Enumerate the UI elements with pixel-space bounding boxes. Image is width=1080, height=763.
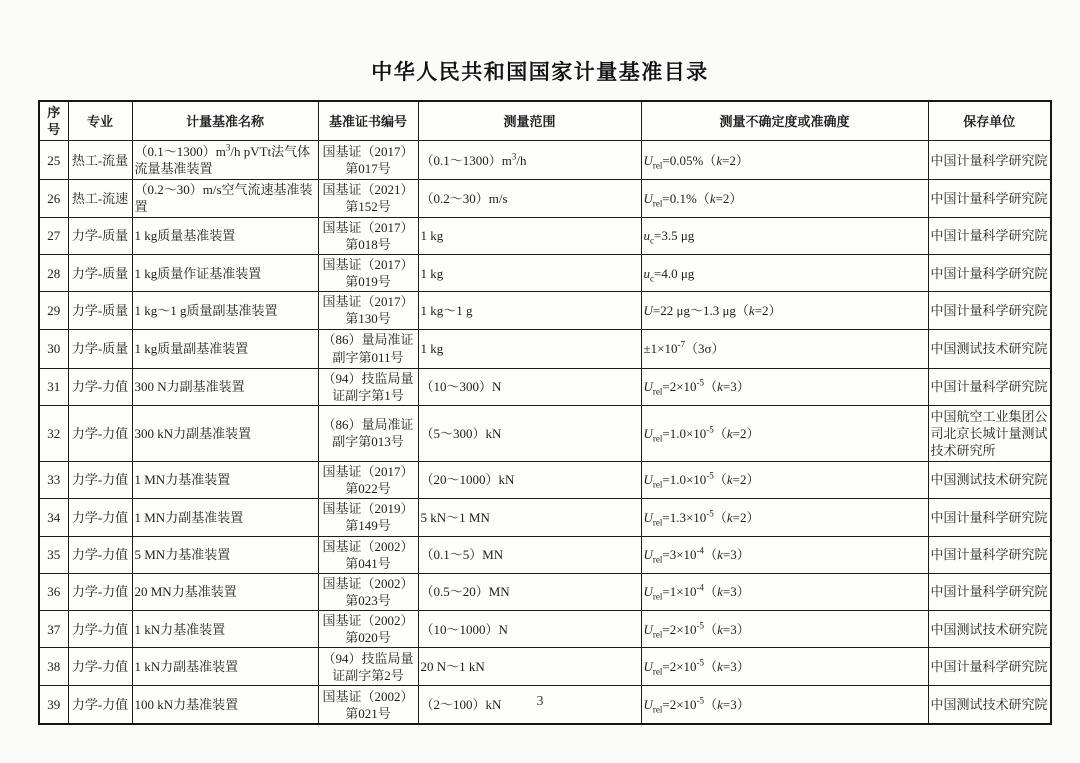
uncertainty-cell: $U_{rel}=3\times 10^{-4}(k=3)$ <box>641 536 928 573</box>
uncertainty-cell: $U_{rel}=1\times 10^{-4}(k=3)$ <box>641 573 928 610</box>
certificate-number-cell: 国基证（2019）第149号 <box>318 499 418 536</box>
specialty-cell: 力学-力值 <box>68 686 132 724</box>
table-row <box>39 141 1051 180</box>
row-number-cell: 28 <box>39 254 68 291</box>
page-title: 中华人民共和国国家计量基准目录 <box>371 61 709 84</box>
uncertainty-cell: $U_{rel}=1.0\times 10^{-5}(k=2)$ <box>641 405 928 461</box>
table-row <box>39 611 1051 648</box>
specialty-cell: 力学-力值 <box>68 536 132 573</box>
row-number-cell: 37 <box>39 611 68 648</box>
keeper-cell: 中国计量科学研究院 <box>928 180 1051 217</box>
row-number-cell: 31 <box>39 368 68 405</box>
specialty-cell: 力学-质量 <box>68 292 132 329</box>
standard-name-cell: $(0.1\sim 1300)m^3/h$ pVTt法气体流量基准装置 <box>132 141 318 180</box>
row-number-cell: 32 <box>39 405 68 461</box>
specialty-cell: 热工-流量 <box>68 141 132 180</box>
keeper-cell: 中国计量科学研究院 <box>928 499 1051 536</box>
keeper-cell: 中国航空工业集团公司北京长城计量测试技术研究所 <box>928 405 1051 461</box>
certificate-number-cell: （94）技监局量证副字第2号 <box>318 648 418 686</box>
uncertainty-cell: $U_{rel}=1.0\times 10^{-5}(k=2)$ <box>641 461 928 498</box>
measurement-range-cell: （2～100）kN <box>418 686 641 724</box>
keeper-cell: 中国测试技术研究院 <box>928 686 1051 724</box>
standard-name-cell: 1 kN力副基准装置 <box>132 648 318 686</box>
table-row <box>39 217 1051 254</box>
certificate-number-cell: （86）量局准证副字第011号 <box>318 329 418 368</box>
specialty-cell: 力学-力值 <box>68 611 132 648</box>
certificate-number-cell: 国基证（2002）第023号 <box>318 573 418 610</box>
keeper-cell: 中国计量科学研究院 <box>928 573 1051 610</box>
header-certificate-number: 基准证书编号 <box>318 101 418 141</box>
specialty-cell: 力学-力值 <box>68 648 132 686</box>
measurement-range-cell: （0.1～5）MN <box>418 536 641 573</box>
keeper-cell: 中国计量科学研究院 <box>928 254 1051 291</box>
certificate-number-cell: 国基证（2002）第041号 <box>318 536 418 573</box>
specialty-cell: 力学-质量 <box>68 217 132 254</box>
standard-name-cell: 1 kg质量基准装置 <box>132 217 318 254</box>
measurement-range-cell: 1 kg <box>418 254 641 291</box>
standard-name-cell: 1 MN力副基准装置 <box>132 499 318 536</box>
header-specialty: 专业 <box>68 101 132 141</box>
measurement-range-cell: 1 kg <box>418 329 641 368</box>
row-number-cell: 34 <box>39 499 68 536</box>
row-number-cell: 29 <box>39 292 68 329</box>
keeper-cell: 中国测试技术研究院 <box>928 611 1051 648</box>
measurement-range-cell: $(0.1\sim 1300)m^3/h$ <box>418 141 641 180</box>
standard-name-cell: 300 kN力副基准装置 <box>132 405 318 461</box>
row-number-cell: 39 <box>39 686 68 724</box>
standard-name-cell: 1 kg质量副基准装置 <box>132 329 318 368</box>
header-no: 序号 <box>39 101 68 141</box>
measurement-range-cell: 5 kN～1 MN <box>418 499 641 536</box>
keeper-cell: 中国计量科学研究院 <box>928 217 1051 254</box>
specialty-cell: 力学-力值 <box>68 405 132 461</box>
certificate-number-cell: 国基证（2017）第019号 <box>318 254 418 291</box>
certificate-number-cell: 国基证（2021）第152号 <box>318 180 418 217</box>
keeper-cell: 中国计量科学研究院 <box>928 368 1051 405</box>
keeper-cell: 中国测试技术研究院 <box>928 461 1051 498</box>
header-row <box>39 101 1051 141</box>
standard-name-cell: （0.2～30）m/s空气流速基准装置 <box>132 180 318 217</box>
table-row <box>39 573 1051 610</box>
header-measurement-range: 测量范围 <box>418 101 641 141</box>
uncertainty-cell: $U_{rel}=1.3\times 10^{-5}(k=2)$ <box>641 499 928 536</box>
table-row <box>39 499 1051 536</box>
uncertainty-cell: $U_{rel}=2\times 10^{-5}(k=3)$ <box>641 368 928 405</box>
table-body <box>39 141 1051 724</box>
uncertainty-cell: $u_c=4.0$ μg <box>641 254 928 291</box>
table-row <box>39 329 1051 368</box>
standard-name-cell: 300 N力副基准装置 <box>132 368 318 405</box>
standard-name-cell: 1 kN力基准装置 <box>132 611 318 648</box>
measurement-range-cell: （5～300）kN <box>418 405 641 461</box>
certificate-number-cell: 国基证（2017）第130号 <box>318 292 418 329</box>
header-standard-name: 计量基准名称 <box>132 101 318 141</box>
table-row <box>39 461 1051 498</box>
row-number-cell: 25 <box>39 141 68 180</box>
keeper-cell: 中国计量科学研究院 <box>928 292 1051 329</box>
specialty-cell: 力学-质量 <box>68 329 132 368</box>
table-row <box>39 648 1051 686</box>
certificate-number-cell: 国基证（2017）第017号 <box>318 141 418 180</box>
specialty-cell: 力学-力值 <box>68 499 132 536</box>
standard-name-cell: 1 kg～1 g质量副基准装置 <box>132 292 318 329</box>
table-row <box>39 292 1051 329</box>
table-row <box>39 254 1051 291</box>
keeper-cell: 中国测试技术研究院 <box>928 329 1051 368</box>
keeper-cell: 中国计量科学研究院 <box>928 536 1051 573</box>
measurement-range-cell: （20～1000）kN <box>418 461 641 498</box>
specialty-cell: 力学-力值 <box>68 461 132 498</box>
standard-name-cell: 1 MN力基准装置 <box>132 461 318 498</box>
uncertainty-cell: U=22 μg～1.3 μg（k=2） <box>641 292 928 329</box>
certificate-number-cell: 国基证（2017）第022号 <box>318 461 418 498</box>
measurement-range-cell: 1 kg～1 g <box>418 292 641 329</box>
row-number-cell: 30 <box>39 329 68 368</box>
standard-name-cell: 5 MN力基准装置 <box>132 536 318 573</box>
row-number-cell: 27 <box>39 217 68 254</box>
standards-table <box>38 100 1052 725</box>
measurement-range-cell: （10～1000）N <box>418 611 641 648</box>
specialty-cell: 力学-力值 <box>68 368 132 405</box>
uncertainty-cell: $U_{rel}=2\times 10^{-5}(k=3)$ <box>641 611 928 648</box>
header-uncertainty: 测量不确定度或准确度 <box>641 101 928 141</box>
uncertainty-cell: $\pm 1\times 10^{-7}(3\sigma)$ <box>641 329 928 368</box>
certificate-number-cell: （94）技监局量证副字第1号 <box>318 368 418 405</box>
keeper-cell: 中国计量科学研究院 <box>928 141 1051 180</box>
table-row <box>39 180 1051 217</box>
standard-name-cell: 100 kN力基准装置 <box>132 686 318 724</box>
row-number-cell: 35 <box>39 536 68 573</box>
row-number-cell: 26 <box>39 180 68 217</box>
specialty-cell: 力学-力值 <box>68 573 132 610</box>
standard-name-cell: 20 MN力基准装置 <box>132 573 318 610</box>
specialty-cell: 力学-质量 <box>68 254 132 291</box>
table-row <box>39 536 1051 573</box>
header-keeper: 保存单位 <box>928 101 1051 141</box>
measurement-range-cell: （0.5～20）MN <box>418 573 641 610</box>
uncertainty-cell: $U_{rel}=2\times 10^{-5}(k=3)$ <box>641 686 928 724</box>
uncertainty-cell: $U_{rel}=0.05\%(k=2)$ <box>641 141 928 180</box>
uncertainty-cell: $u_c=3.5$ μg <box>641 217 928 254</box>
measurement-range-cell: （0.2～30）m/s <box>418 180 641 217</box>
page-number: 3 <box>536 694 544 709</box>
row-number-cell: 33 <box>39 461 68 498</box>
table-row <box>39 368 1051 405</box>
certificate-number-cell: （86）量局准证副字第013号 <box>318 405 418 461</box>
measurement-range-cell: 20 N～1 kN <box>418 648 641 686</box>
specialty-cell: 热工-流速 <box>68 180 132 217</box>
standard-name-cell: 1 kg质量作证基准装置 <box>132 254 318 291</box>
row-number-cell: 36 <box>39 573 68 610</box>
uncertainty-cell: $U_{rel}=2\times 10^{-5}(k=3)$ <box>641 648 928 686</box>
uncertainty-cell: $U_{rel}=0.1\%(k=2)$ <box>641 180 928 217</box>
table-row <box>39 405 1051 461</box>
row-number-cell: 38 <box>39 648 68 686</box>
keeper-cell: 中国计量科学研究院 <box>928 648 1051 686</box>
table-header <box>39 101 1051 141</box>
certificate-number-cell: 国基证（2002）第021号 <box>318 686 418 724</box>
measurement-range-cell: （10～300）N <box>418 368 641 405</box>
measurement-range-cell: 1 kg <box>418 217 641 254</box>
certificate-number-cell: 国基证（2002）第020号 <box>318 611 418 648</box>
certificate-number-cell: 国基证（2017）第018号 <box>318 217 418 254</box>
